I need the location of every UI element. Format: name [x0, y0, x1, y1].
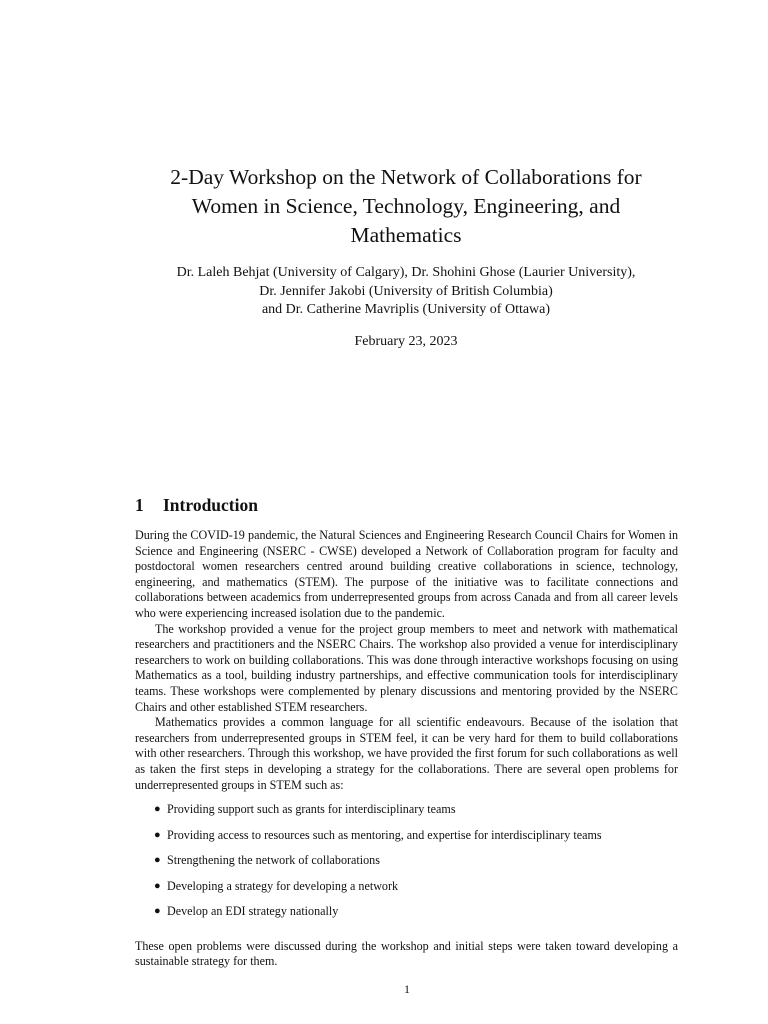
paper-title-line: Women in Science, Technology, Engineering, and	[191, 194, 621, 218]
paragraph: Mathematics provides a common language for all scientific endeavours. Because of the isolation that researchers from underrepresented groups in STEM feel, it can be very hard for them to build collaborations with other researchers. Through this workshop, we have provided the first forum for such collaborations as well as taken the first steps in developing a strategy for the collaborations. There are several open problems for underrepresented groups in STEM such as:	[135, 715, 678, 792]
section-number: 1	[135, 495, 144, 515]
list-item-text: Providing support such as grants for interdisciplinary teams	[167, 802, 456, 817]
open-problems-list	[135, 802, 678, 930]
section-body	[135, 528, 678, 970]
list-item	[135, 853, 678, 879]
bullet-icon: ●	[154, 828, 161, 841]
list-item	[135, 828, 678, 854]
paper-title-line: Mathematics	[350, 223, 462, 247]
publication-date: February 23, 2023	[354, 333, 458, 349]
list-item	[135, 879, 678, 905]
list-item	[135, 802, 678, 828]
list-item-text: Strengthening the network of collaborations	[167, 853, 380, 868]
author-line: and Dr. Catherine Mavriplis (University of Ottawa)	[261, 302, 551, 317]
list-item-text: Providing access to resources such as mentoring, and expertise for interdisciplinary teams	[167, 827, 602, 842]
author-list	[120, 264, 692, 320]
bullet-icon: ●	[154, 905, 161, 918]
author-line: Dr. Jennifer Jakobi (University of British Columbia)	[259, 283, 553, 299]
title-block	[120, 163, 692, 351]
section-title: Introduction	[163, 495, 258, 515]
list-item-text: Developing a strategy for developing a network	[167, 878, 399, 893]
bullet-icon: ●	[154, 854, 161, 867]
bullet-icon: ●	[154, 803, 161, 816]
bullet-icon: ●	[154, 879, 161, 892]
paragraph: During the COVID-19 pandemic, the Natural Sciences and Engineering Research Council Chairs for Women in Science and Engineering (NSERC - CWSE) developed a Network of Collaboration program for faculty and postdoctoral women researchers centred around building creative collaborations in science, technology, engineering, and mathematics (STEM). The purpose of the initiative was to facilitate connections and collaborations between academics from underrepresented groups from across Canada and from all career levels who were experiencing increased isolation due to the pandemic.	[135, 528, 678, 620]
section-heading	[135, 494, 258, 516]
list-item-text: Develop an EDI strategy nationally	[167, 904, 339, 919]
paragraph: The workshop provided a venue for the project group members to meet and network with mathematical researchers and practitioners and the NSERC Chairs. The workshop also provided a venue for interdisciplinary researchers to work on building collaborations. This was done through interactive workshops focusing on using Mathematics as a tool, building industry partnerships, and effective communication tools for interdisciplinary teams. These workshops were complemented by plenary discussions and mentoring provided by the NSERC Chairs and other established STEM researchers.	[135, 621, 678, 714]
list-item	[135, 904, 678, 930]
paper-title-line: 2-Day Workshop on the Network of Collaborations for	[170, 165, 642, 189]
page-number: 1	[404, 982, 410, 996]
author-line: Dr. Laleh Behjat (University of Calgary), Dr. Shohini Ghose (Laurier University),	[176, 265, 636, 280]
closing-paragraph: These open problems were discussed during the workshop and initial steps were taken toward developing a sustainable strategy for them.	[135, 938, 678, 969]
